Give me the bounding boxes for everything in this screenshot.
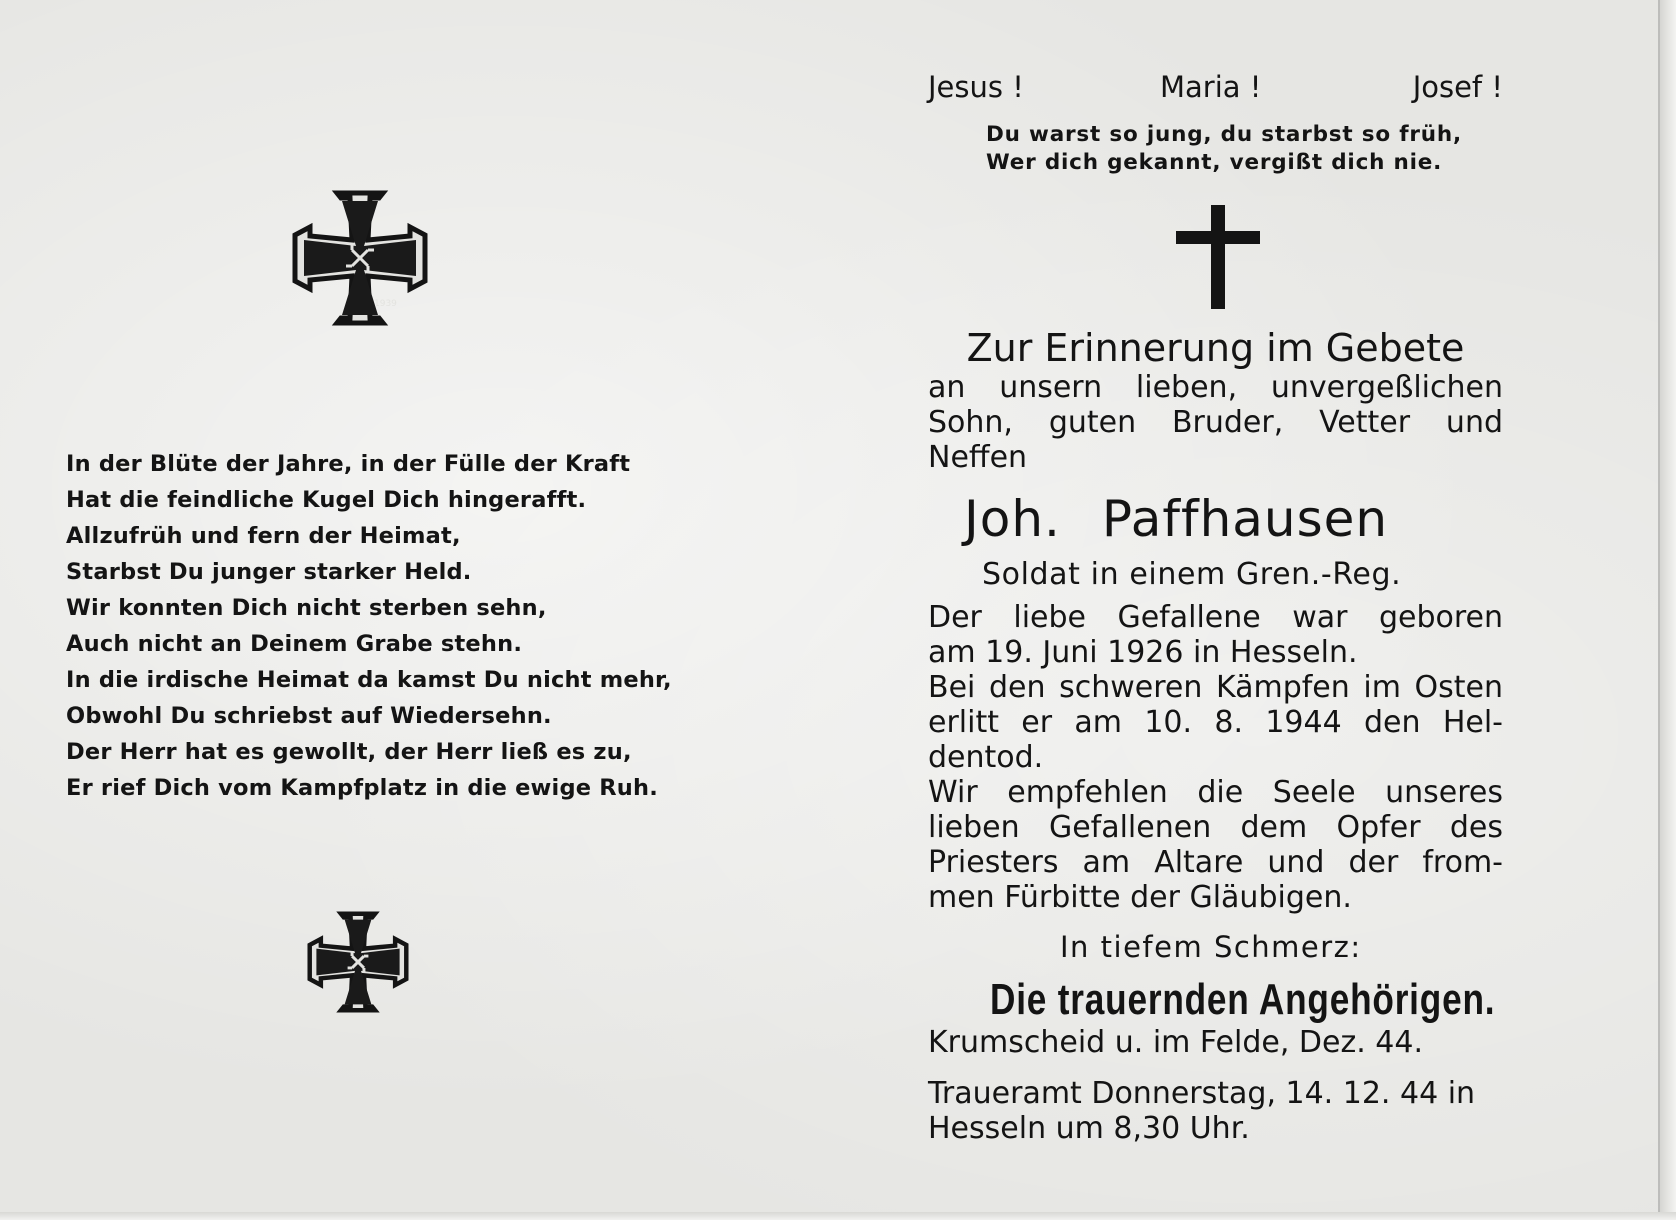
poem-line: Er rief Dich vom Kampfplatz in die ewige Ruh.: [66, 775, 658, 801]
service-line: Hesseln um 8,30 Uhr.: [928, 1111, 1250, 1146]
poem-line: In der Blüte der Jahre, in der Fülle der Kraft: [66, 451, 631, 477]
verse-line: Wer dich gekannt, vergißt dich nie.: [986, 150, 1443, 175]
deceased-name: Joh. Paffhausen: [964, 490, 1389, 548]
poem-line: Starbst Du junger starker Held.: [66, 559, 472, 585]
bio-line: am 19. Juni 1926 in Hesseln.: [928, 635, 1358, 670]
bio-line: dentod.: [928, 740, 1044, 775]
invocation-josef: Josef !: [1412, 70, 1503, 104]
dedication-line: an unsern lieben, unvergeßlichen: [928, 370, 1503, 405]
bio-line: lieben Gefallenen dem Opfer des: [928, 810, 1503, 845]
memorial-heading: Zur Erinnerung im Gebete: [966, 326, 1465, 370]
poem-line: In die irdische Heimat da kamst Du nicht mehr,: [66, 667, 672, 693]
poem-line: Hat die feindliche Kugel Dich hingerafft.: [66, 487, 587, 513]
paper-edge-bottom: [0, 1212, 1676, 1220]
bio-line: men Fürbitte der Gläubigen.: [928, 880, 1352, 915]
iron-cross-emblem-top: [290, 188, 430, 328]
invocations: [928, 70, 1503, 110]
bio-line: Bei den schweren Kämpfen im Osten: [928, 670, 1503, 705]
dedication-line: Neffen: [928, 440, 1028, 475]
place-and-date: Krumscheid u. im Felde, Dez. 44.: [928, 1025, 1423, 1060]
poem-line: Allzufrüh und fern der Heimat,: [66, 523, 461, 549]
funeral-service-info: [928, 1076, 1503, 1146]
emblem-year: 1939: [374, 299, 397, 309]
closing-phrase: In tiefem Schmerz:: [1060, 930, 1362, 964]
poem: [66, 446, 706, 806]
bio-line: erlitt er am 10. 8. 1944 den Hel-: [928, 705, 1503, 740]
iron-cross-emblem-bottom: [306, 910, 410, 1014]
verse: [986, 121, 1506, 177]
memorial-dedication: [928, 326, 1503, 475]
poem-line: Auch nicht an Deinem Grabe stehn.: [66, 631, 523, 657]
poem-line: Der Herr hat es gewollt, der Herr ließ es zu,: [66, 739, 632, 765]
deceased-rank: Soldat in einem Gren.-Reg.: [982, 557, 1402, 592]
poem-line: Wir konnten Dich nicht sterben sehn,: [66, 595, 547, 621]
bio-line: Der liebe Gefallene war geboren: [928, 600, 1503, 635]
family-signature: Die trauernden Angehörigen.: [990, 975, 1496, 1024]
latin-cross-icon: [1176, 205, 1260, 313]
invocation-jesus: Jesus !: [928, 70, 1024, 104]
verse-line: Du warst so jung, du starbst so früh,: [986, 122, 1462, 147]
poem-line: Obwohl Du schriebst auf Wiedersehn.: [66, 703, 552, 729]
bio-line: Priesters am Altare und der from-: [928, 845, 1503, 880]
invocation-maria: Maria !: [1160, 70, 1262, 104]
dedication-line: Sohn, guten Bruder, Vetter und: [928, 405, 1503, 440]
paper-edge-right: [1658, 0, 1676, 1220]
bio-line: Wir empfehlen die Seele unseres: [928, 775, 1503, 810]
service-line: Traueramt Donnerstag, 14. 12. 44 in: [928, 1076, 1476, 1111]
biography: [928, 600, 1503, 915]
